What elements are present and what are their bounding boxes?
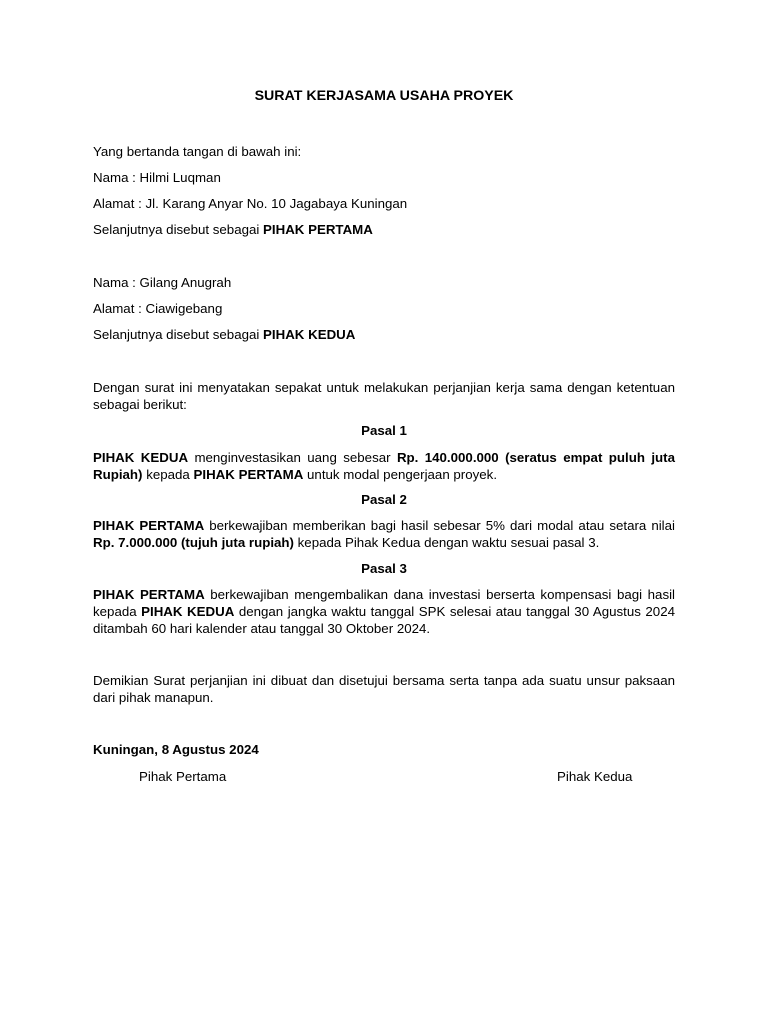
pasal1-text3: untuk modal pengerjaan proyek. bbox=[303, 467, 498, 482]
pasal2-bold-party: PIHAK PERTAMA bbox=[93, 518, 205, 533]
pasal1-bold-party: PIHAK KEDUA bbox=[93, 450, 189, 465]
pasal2-text: berkewajiban memberikan bagi hasil sebesar 5% dari modal atau setara nilai bbox=[204, 518, 675, 533]
party1-name: Nama : Hilmi Luqman bbox=[93, 170, 221, 185]
party2-ref-prefix: Selanjutnya disebut sebagai bbox=[93, 327, 264, 342]
document-title: SURAT KERJASAMA USAHA PROYEK bbox=[254, 88, 514, 104]
pasal1-bold-party2: PIHAK PERTAMA bbox=[193, 467, 304, 482]
pasal2-amount: Rp. 7.000.000 (tujuh juta rupiah) bbox=[93, 535, 294, 550]
pasal1-body bbox=[93, 449, 675, 483]
closing-text: Demikian Surat perjanjian ini dibuat dan disetujui bersama serta tanpa ada suatu unsur paksaan dari pihak manapun. bbox=[93, 673, 675, 705]
pasal3-heading: Pasal 3 bbox=[361, 561, 407, 576]
intro-text: Yang bertanda tangan di bawah ini: bbox=[93, 144, 302, 159]
party2-name: Nama : Gilang Anugrah bbox=[93, 275, 232, 290]
pasal3-body bbox=[93, 586, 675, 637]
pasal3-bold-party2: PIHAK KEDUA bbox=[141, 604, 235, 619]
pasal1-amount: Rp. 140.000.000 (seratus empat puluh juta Rupiah) bbox=[93, 450, 675, 482]
place-date: Kuningan, 8 Agustus 2024 bbox=[93, 742, 259, 757]
signature-left-label: Pihak Pertama bbox=[139, 769, 227, 784]
party2-ref-label: PIHAK KEDUA bbox=[263, 327, 356, 342]
pasal2-heading: Pasal 2 bbox=[361, 492, 407, 507]
signature-right-label: Pihak Kedua bbox=[557, 769, 633, 784]
pasal2-text2: kepada Pihak Kedua dengan waktu sesuai pasal 3. bbox=[293, 535, 600, 550]
party2-reference bbox=[93, 326, 355, 343]
party1-ref-label: PIHAK PERTAMA bbox=[263, 222, 373, 237]
pasal3-text: berkewajiban mengembalikan dana investasi berserta kompensasi bagi hasil kepada bbox=[93, 587, 675, 619]
party1-address: Alamat : Jl. Karang Anyar No. 10 Jagabaya Kuningan bbox=[93, 196, 408, 211]
pasal1-heading: Pasal 1 bbox=[361, 423, 407, 438]
agreement-intro: Dengan surat ini menyatakan sepakat untuk melakukan perjanjian kerja sama dengan ketentuan sebagai berikut: bbox=[93, 380, 675, 412]
party1-ref-prefix: Selanjutnya disebut sebagai bbox=[93, 222, 264, 237]
pasal2-body bbox=[93, 517, 675, 551]
pasal3-bold-party: PIHAK PERTAMA bbox=[93, 587, 205, 602]
pasal1-text2: kepada bbox=[142, 467, 194, 482]
pasal3-text2: dengan jangka waktu tanggal SPK selesai atau tanggal 30 Agustus 2024 ditambah 60 hari kalender atau tanggal 30 Oktober 2024. bbox=[93, 604, 675, 636]
party2-address: Alamat : Ciawigebang bbox=[93, 301, 223, 316]
pasal1-text: menginvestasikan uang sebesar bbox=[188, 450, 397, 465]
party1-reference bbox=[93, 221, 373, 238]
